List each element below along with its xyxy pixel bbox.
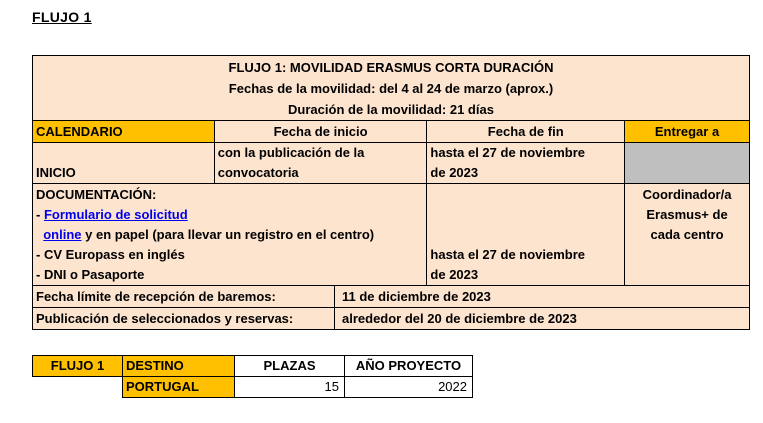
flujo-table <box>32 55 750 330</box>
title-line-1: FLUJO 1: MOVILIDAD ERASMUS CORTA DURACIÓN <box>228 60 554 75</box>
doc-item-1-prefix: - <box>36 207 44 222</box>
summary-destino: PORTUGAL <box>123 377 235 398</box>
row-documentacion <box>33 184 750 286</box>
title-line-3: Duración de la movilidad: 21 días <box>288 102 494 117</box>
documentacion-cell <box>33 184 427 286</box>
col-header-calendario: CALENDARIO <box>33 121 215 143</box>
documentacion-end-line-1: hasta el 27 de noviembre <box>430 247 586 262</box>
col-header-fecha-inicio: Fecha de inicio <box>214 121 427 143</box>
documentacion-deliver-to <box>625 184 750 286</box>
inicio-start <box>214 143 427 184</box>
publicacion-label: Publicación de seleccionados y reservas: <box>33 308 335 329</box>
col-header-entregar-a: Entregar a <box>625 121 750 143</box>
documentacion-end <box>427 184 625 286</box>
row-inicio <box>33 143 750 184</box>
baremos-cell <box>33 286 750 308</box>
row-baremos <box>33 286 750 308</box>
summary-table <box>32 355 473 398</box>
inicio-label: INICIO <box>33 143 215 184</box>
summary-empty-cell <box>33 377 123 398</box>
table-title <box>33 56 750 121</box>
inicio-end <box>427 143 625 184</box>
col-header-fecha-fin: Fecha de fin <box>427 121 625 143</box>
summary-header-anio: AÑO PROYECTO <box>345 356 473 377</box>
doc-item-2 <box>36 225 423 245</box>
inicio-deliver-to <box>625 143 750 184</box>
summary-anio: 2022 <box>345 377 473 398</box>
title-line-2: Fechas de la movilidad: del 4 al 24 de marzo (aprox.) <box>228 81 554 96</box>
documentacion-label: DOCUMENTACIÓN: <box>36 187 157 202</box>
page-heading: FLUJO 1 <box>32 9 92 25</box>
doc-item-2-text: y en papel (para llevar un registro en el centro) <box>81 227 375 242</box>
inicio-end-line-2: de 2023 <box>430 165 479 180</box>
baremos-value: 11 de diciembre de 2023 <box>342 289 491 304</box>
documentacion-end-line-2: de 2023 <box>430 267 479 282</box>
publicacion-cell <box>33 308 750 330</box>
summary-header-plazas: PLAZAS <box>235 356 345 377</box>
deliver-to-line-3: cada centro <box>650 227 724 242</box>
inicio-end-line-1: hasta el 27 de noviembre <box>430 145 586 160</box>
inicio-start-line-1: con la publicación de la <box>217 145 365 160</box>
deliver-to-line-1: Coordinador/a <box>642 187 732 202</box>
doc-item-3: - CV Europass en inglés <box>36 247 185 262</box>
inicio-start-line-2: convocatoria <box>217 165 299 180</box>
summary-flujo: FLUJO 1 <box>33 356 123 377</box>
baremos-label: Fecha límite de recepción de baremos: <box>33 286 335 307</box>
doc-item-4: - DNI o Pasaporte <box>36 267 145 282</box>
online-link[interactable]: online <box>43 227 82 242</box>
summary-header-destino: DESTINO <box>123 356 235 377</box>
publicacion-value: alrededor del 20 de diciembre de 2023 <box>342 311 577 326</box>
summary-plazas: 15 <box>235 377 345 398</box>
doc-item-1 <box>36 205 423 225</box>
deliver-to-line-2: Erasmus+ de <box>646 207 728 222</box>
row-publicacion <box>33 308 750 330</box>
formulario-link[interactable]: Formulario de solicitud <box>43 207 188 222</box>
